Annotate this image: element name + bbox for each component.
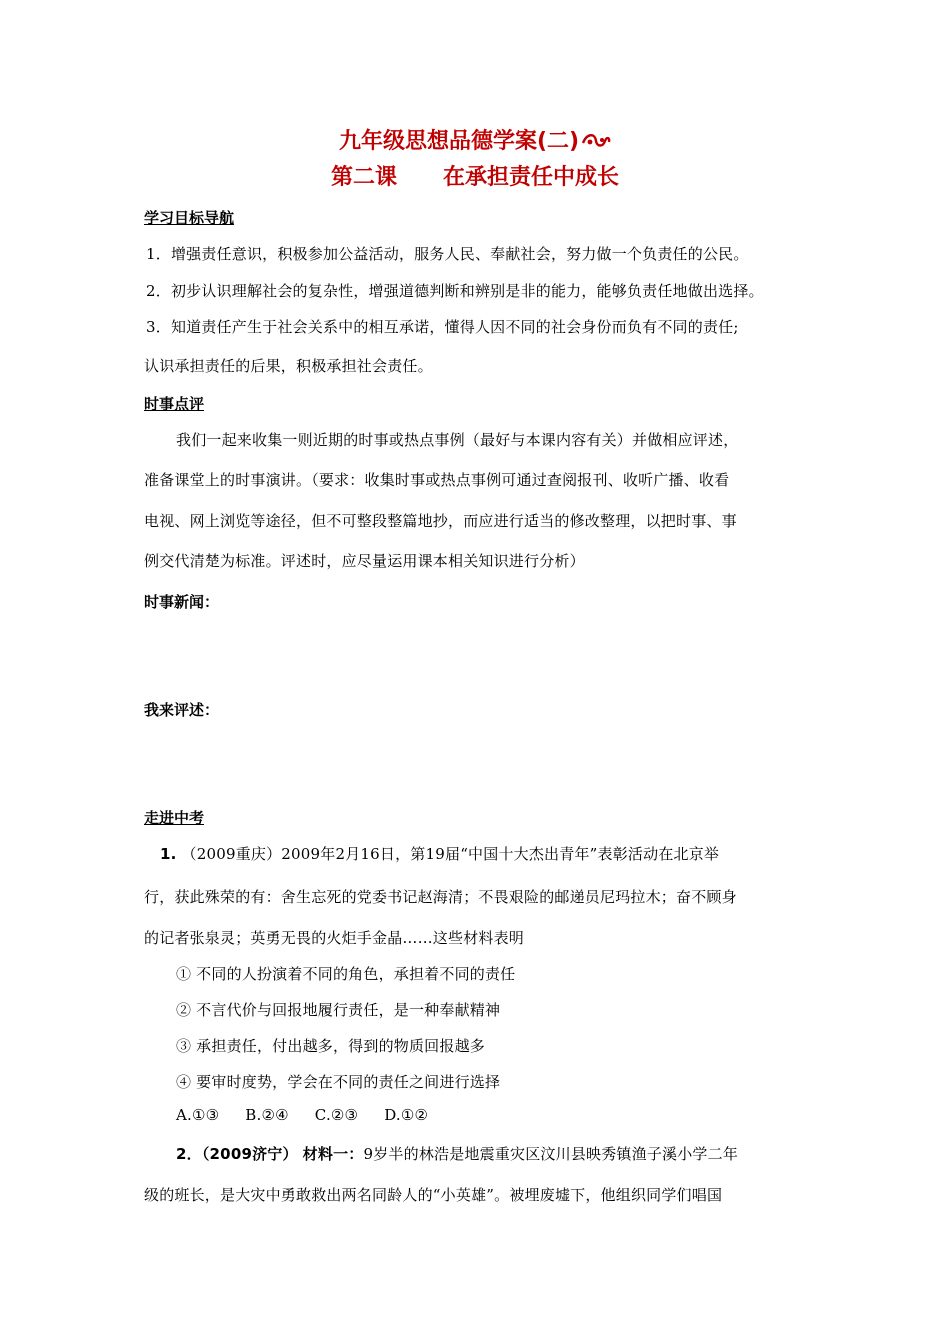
statement: ③ 承担责任，付出越多，得到的物质回报越多 (176, 1037, 485, 1055)
exam-heading: 走进中考 (144, 809, 205, 827)
lesson-name: 在承担责任中成长 (443, 165, 620, 190)
option-b: B.②④ (245, 1106, 289, 1124)
goal-item: 认识承担责任的后果，积极承担社会责任。 (144, 357, 433, 375)
affairs-line: 例交代清楚为标准。评述时，应尽量运用课本相关知识进行分析） (144, 552, 585, 570)
option-c: C.②③ (314, 1106, 359, 1124)
question-2-text: 9岁半的林浩是地震重灾区汶川县映秀镇渔子溪小学二年 (363, 1145, 739, 1163)
question-1-text: 2009年2月16日，第19届“中国十大杰出青年”表彰活动在北京举 (281, 845, 720, 863)
question-2-source: （2009济宁） (201, 1145, 298, 1163)
question-1-line (160, 843, 719, 864)
statement: ④ 要审时度势，学会在不同的责任之间进行选择 (176, 1073, 501, 1091)
option-a: A.①③ (176, 1106, 220, 1124)
lesson-title (0, 160, 950, 191)
material-label: 材料一： (302, 1145, 364, 1163)
flourish-icon (581, 131, 611, 151)
affairs-line: 我们一起来收集一则近期的时事或热点事例（最好与本课内容有关）并做相应评述， (176, 431, 739, 449)
question-2-line (176, 1143, 738, 1164)
statement: ② 不言代价与回报地履行责任，是一种奉献精神 (176, 1001, 501, 1019)
page-title (0, 124, 950, 155)
goals-heading: 学习目标导航 (144, 209, 235, 227)
option-d: D.①② (384, 1106, 429, 1124)
question-1-line: 行，获此殊荣的有：舍生忘死的党委书记赵海清；不畏艰险的邮递员尼玛拉木；奋不顾身 (144, 888, 737, 906)
comment-label: 我来评述： (144, 701, 220, 719)
title-text: 九年级思想品德学案(二) (338, 129, 580, 154)
question-1-line: 的记者张泉灵；英勇无畏的火炬手金晶……这些材料表明 (144, 929, 525, 947)
statement: ① 不同的人扮演着不同的角色，承担着不同的责任 (176, 965, 516, 983)
affairs-line: 电视、网上浏览等途径，但不可整段整篇地抄，而应进行适当的修改整理，以把时事、事 (144, 512, 737, 530)
question-1-number: 1. (160, 845, 177, 863)
lesson-number: 第二课 (330, 165, 397, 190)
answer-options (176, 1106, 454, 1124)
goal-item: 1．增强责任意识，积极参加公益活动，服务人民、奉献社会，努力做一个负责任的公民。 (146, 245, 749, 263)
question-2-number: 2． (176, 1145, 202, 1163)
question-1-source: （2009重庆） (181, 845, 282, 863)
goal-item: 2．初步认识理解社会的复杂性，增强道德判断和辨别是非的能力，能够负责任地做出选择。 (146, 282, 764, 300)
affairs-line: 准备课堂上的时事演讲。（要求：收集时事或热点事例可通过查阅报刊、收听广播、收看 (144, 471, 730, 489)
goal-item: 3．知道责任产生于社会关系中的相互承诺，懂得人因不同的社会身份而负有不同的责任; (146, 318, 739, 336)
current-affairs-heading: 时事点评 (144, 395, 205, 413)
question-2-line: 级的班长，是大灾中勇敢救出两名同龄人的“小英雄”。被埋废墟下，他组织同学们唱国 (144, 1186, 723, 1204)
news-label: 时事新闻： (144, 593, 220, 611)
